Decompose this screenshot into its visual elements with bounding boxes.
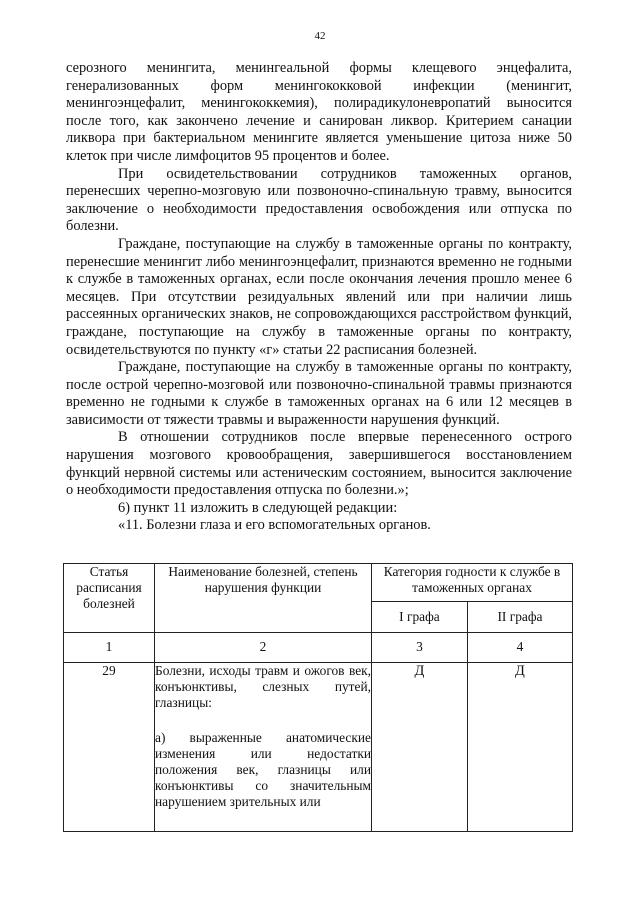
- disease-description-item: а) выраженные анатомические изменения или недостатки положения век, глазницы или конъюнктивы со значительным нарушением зрительных или: [155, 729, 371, 810]
- table-numbering-row: [64, 633, 573, 663]
- paragraph-trauma-employees: При освидетельствовании сотрудников таможенных органов, перенесших черепно-мозговую или позвоночно-спинальную травму, выносится заключение о необходимости предоставления освобождения или отпуска по болезни.: [66, 165, 572, 235]
- header-fitness-category: Категория годности к службе в таможенных органах: [372, 564, 573, 602]
- header-column-1: I графа: [372, 601, 468, 632]
- grade-column-2: Д: [467, 663, 572, 832]
- column-number: 1: [64, 633, 155, 663]
- article-number: 29: [64, 663, 155, 832]
- header-column-2: II графа: [467, 601, 572, 632]
- column-number: 3: [372, 633, 468, 663]
- paragraph-amendment-point: 6) пункт 11 изложить в следующей редакции:: [118, 499, 398, 516]
- paragraph-meningitis-sanation: серозного менингита, менингеальной формы клещевого энцефалита, генерализованных форм менингококковой инфекции (менингит, менингоэнцефалит, менингококкемия), полирадикулоневропатий выносится после того, как закончено лечение и санирован ликвор. Критерием санации ликвора при бактериальном менингите является уменьшение цитоза ниже 50 клеток при числе лимфоцитов 95 процентов и более.: [66, 60, 572, 164]
- page-number: 42: [314, 30, 326, 42]
- column-number: 2: [155, 633, 372, 663]
- disease-schedule-table: [63, 563, 573, 832]
- paragraph-section-title: «11. Болезни глаза и его вспомогательных органов.: [118, 517, 431, 534]
- table-row: [64, 663, 573, 832]
- table-header-row: [64, 564, 573, 602]
- paragraph-trauma-applicants: Граждане, поступающие на службу в таможенные органы по контракту, после острой черепно-мозговой или позвоночно-спинальной травмы признаются временно не годными к службе в таможенных органах на 6 или 12 месяцев в зависимости от тяжести травмы и выраженности нарушения функций.: [66, 359, 572, 428]
- paragraph-meningitis-applicants: Граждане, поступающие на службу в таможенные органы по контракту, перенесшие менингит либо менингоэнцефалит, признаются временно не годными к службе в таможенных органах, если после окончания лечения прошло менее 6 месяцев. При отсутствии резидуальных явлений или при наличии лишь рассеянных органических знаков, не сопровождающихся расстройством функций, граждане, поступающие на службу в таможенные органы по контракту, освидетельствуются по пункту «г» статьи 22 расписания болезней.: [66, 235, 572, 358]
- body-text: [66, 60, 572, 535]
- header-disease-name: Наименование болезней, степень нарушения функции: [155, 564, 372, 633]
- disease-description-intro: Болезни, исходы травм и ожогов век, конъюнктивы, слезных путей, глазницы:: [155, 663, 371, 711]
- disease-description: [155, 663, 372, 832]
- grade-column-1: Д: [372, 663, 468, 832]
- paragraph-stroke-employees: В отношении сотрудников после впервые перенесенного острого нарушения мозгового кровообращения, завершившегося восстановлением функций нервной системы или астеническим состоянием, выносится заключение о необходимости предоставления отпуска по болезни.»;: [66, 429, 572, 499]
- header-article: Статья расписания болезней: [64, 564, 155, 633]
- column-number: 4: [467, 633, 572, 663]
